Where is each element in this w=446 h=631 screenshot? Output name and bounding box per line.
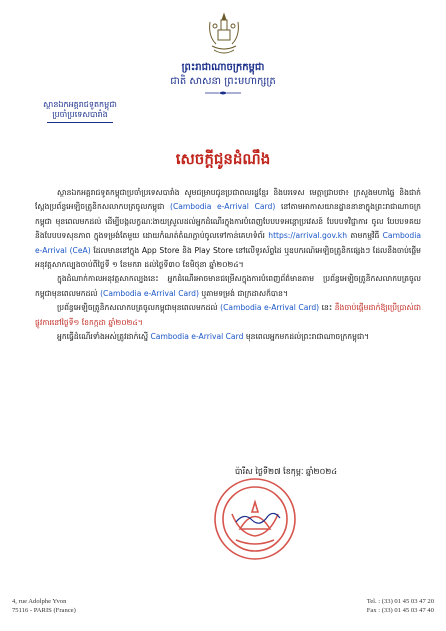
paragraph-3 <box>35 301 421 330</box>
paragraph-3-text-b: នេះ <box>319 303 335 313</box>
cambodia-e-arrival-card-link: (Cambodia e-Arrival Card) <box>169 202 276 212</box>
official-seal-icon <box>210 474 300 564</box>
fax-number: Fax : (33) 01 45 03 47 40 <box>366 607 434 614</box>
paragraph-2 <box>35 272 421 301</box>
place-date: ប៉ារីស ថ្ងៃទី២៧ ខែកុម្ភៈ ឆ្នាំ២០២៤ <box>235 467 337 476</box>
embassy-line-1: ស្ថានឯកអគ្គរាជទូតកម្ពុជា <box>43 100 117 109</box>
paragraph-1-text-d: ដែលមាននៅក្នុង App Store និង Play Store នៅលើទូរស័ព្ទដៃ ឬឧបករណ៍អេឡិចត្រូនិកផ្សេងៗ ដែលនឹងចាប់ផ្តើមអនុវត្តសាកល្បងចាប់ពីថ្ងៃទី ១ ខែមករា ដល់ថ្ងៃទី៣០ ខែមិថុនា ឆ្នាំ២០២៤។ <box>35 245 421 270</box>
cambodia-e-arrival-card-link: (Cambodia e-Arrival Card) <box>100 288 199 298</box>
royal-emblem-icon <box>204 12 244 56</box>
embassy-address <box>12 597 76 615</box>
paragraph-2-text-a: ក្នុងដំណាក់កាលអនុវត្តសាកល្បងនេះ អ្នកដំណើរអាចមានជម្រើសក្នុងការបំពេញព័ត៌មានតាម ប្រព័ន្ធអេឡិចត្រូនិកសលាកបត្រចូលកម្ពុជាមុនពេលមកដល់ <box>35 274 421 298</box>
arrival-website-link[interactable]: https://arrival.gov.kh <box>268 231 348 241</box>
official-launch-date-text: នឹងចាប់ផ្តើមដាក់ឱ្យប្រើប្រាស់ជាផ្លូវការនៅថ្ងៃទី១ ខែកក្កដា ឆ្នាំ២០២៤។ <box>35 303 422 327</box>
embassy-name <box>20 100 140 123</box>
paragraph-4-text-a: អ្នកធ្វើដំណើរទាំងអស់ត្រូវដាក់ស្នើ <box>57 332 151 342</box>
paragraph-1-text-a: ស្ថានឯកអគ្គរាជទូតកម្ពុជាប្រចាំប្រទេសបារាំង សូមជម្រាបជូនប្រជាពលរដ្ឋខ្មែរ និងបរទេស មេត្តាជ្រាបថា៖ ក្រសួងមហាផ្ទៃ និងជាក់ស្តែងប្រព័ន្ធអេឡិចត្រូនិកសលាកបត្រចូលកម្ពុជា <box>35 188 421 212</box>
paragraph-3-text-a: ប្រព័ន្ធអេឡិចត្រូនិកសលាកបត្រចូលកម្ពុជាមុនពេលមកដល់ <box>57 303 221 313</box>
embassy-underline <box>47 122 113 123</box>
address-line-1: 4, rue Adolphe Yvon <box>12 598 67 605</box>
paragraph-1-text-c: តាមកម្មវិធី <box>347 231 383 241</box>
national-motto: ជាតិ សាសនា ព្រះមហាក្សត្រ <box>170 76 276 87</box>
ornament-divider-icon <box>205 90 241 96</box>
embassy-line-2: ប្រចាំប្រទេសបារាំង <box>52 110 108 119</box>
paragraph-4 <box>35 330 421 344</box>
cea-app-link: Cambodia e-Arrival (CeA) <box>35 231 422 255</box>
paragraph-4-text-b: មុនពេលអ្នកមកដល់ព្រះរាជាណាចក្រកម្ពុជា។ <box>243 332 370 342</box>
embassy-contact <box>367 597 434 615</box>
paragraph-2-text-b: ឬតាមទម្រង់ ជាក្រដាសក៏បាន។ <box>198 288 288 298</box>
cambodia-e-arrival-card-link: (Cambodia e-Arrival Card) <box>220 303 320 313</box>
cambodia-e-arrival-card-link: Cambodia e-Arrival Card <box>150 332 244 342</box>
paragraph-1-text-b: នៅតាមអាកាសយានដ្ឋាននានាក្នុងព្រះរាជាណាចក្រកម្ពុជា មុនពេលមកដល់ ដើម្បីបង្កលក្ខណៈងាយស្រួលដល់អ្នកដំណើរក្នុងការបំពេញបែបបទអន្តោប្រវេសន៍ បែបបទវិជ្ជាការ ចូល បែបបទគយ និងបែបបទសុខភាព ក្នុងទម្រង់តែមួយ ដោយកំណត់តំណភ្ជាប់ចូលទៅកាន់គេហទំព័រ <box>35 202 421 241</box>
telephone-number: Tel. : (33) 01 45 03 47 20 <box>366 598 434 605</box>
notice-body <box>35 186 421 344</box>
paragraph-1 <box>35 186 421 272</box>
kingdom-title: ព្រះរាជាណាចក្រកម្ពុជា <box>181 62 265 73</box>
address-line-2: 75116 - PARIS (France) <box>12 607 76 614</box>
notice-title: សេចក្តីជូនដំណឹង <box>175 150 271 168</box>
